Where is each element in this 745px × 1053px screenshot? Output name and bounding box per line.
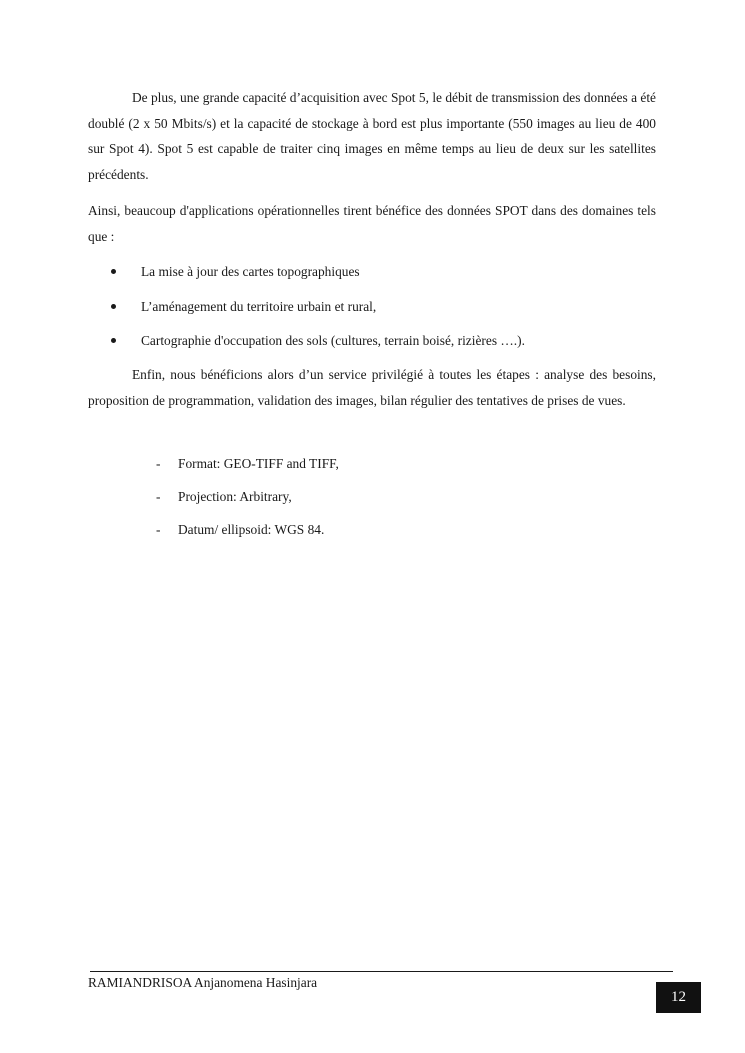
specifications-dash-list [88,451,656,550]
list-item [88,517,656,550]
list-item-text: Cartographie d'occupation des sols (cultures, terrain boisé, rizières ….). [141,333,525,348]
bullet-icon [111,338,116,343]
bullet-icon [111,269,116,274]
list-item-text: Format: GEO-TIFF and TIFF, [178,456,339,471]
dash-marker: - [156,489,161,504]
footer-author: RAMIANDRISOA Anjanomena Hasinjara [88,975,318,990]
dash-marker: - [156,456,161,471]
list-item [88,259,656,294]
list-item [88,484,656,517]
bullet-icon [111,304,116,309]
list-item-text: L’aménagement du territoire urbain et rural, [141,298,377,314]
paragraph-spot5-capacity: De plus, une grande capacité d’acquisition avec Spot 5, le débit de transmission des données a été doublé (2 x 50 Mbits/s) et la capacité de stockage à bord est plus importante (550 images au lieu de 400 sur Spot 4). Spot 5 est capable de traiter cinq images en même temps au lieu de deux sur les satellites précédents. [88,90,656,183]
page-number: 12 [656,982,701,1013]
footer-divider [90,971,673,972]
list-item-text: Datum/ ellipsoid: WGS 84. [178,522,325,537]
paragraph-applications-intro: Ainsi, beaucoup d'applications opérationnelles tirent bénéfice des données SPOT dans des domaines tels que : [88,203,656,244]
paragraph-service: Enfin, nous bénéficions alors d’un service privilégié à toutes les étapes : analyse des besoins, proposition de programmation, validation des images, bilan régulier des tentatives de prises de vues. [88,367,656,408]
list-item [88,294,656,329]
list-item [88,451,656,484]
list-item-text: La mise à jour des cartes topographiques [141,264,360,279]
list-item [88,328,656,363]
list-item-text: Projection: Arbitrary, [178,489,292,504]
dash-marker: - [156,522,161,537]
applications-bullet-list [88,259,656,363]
